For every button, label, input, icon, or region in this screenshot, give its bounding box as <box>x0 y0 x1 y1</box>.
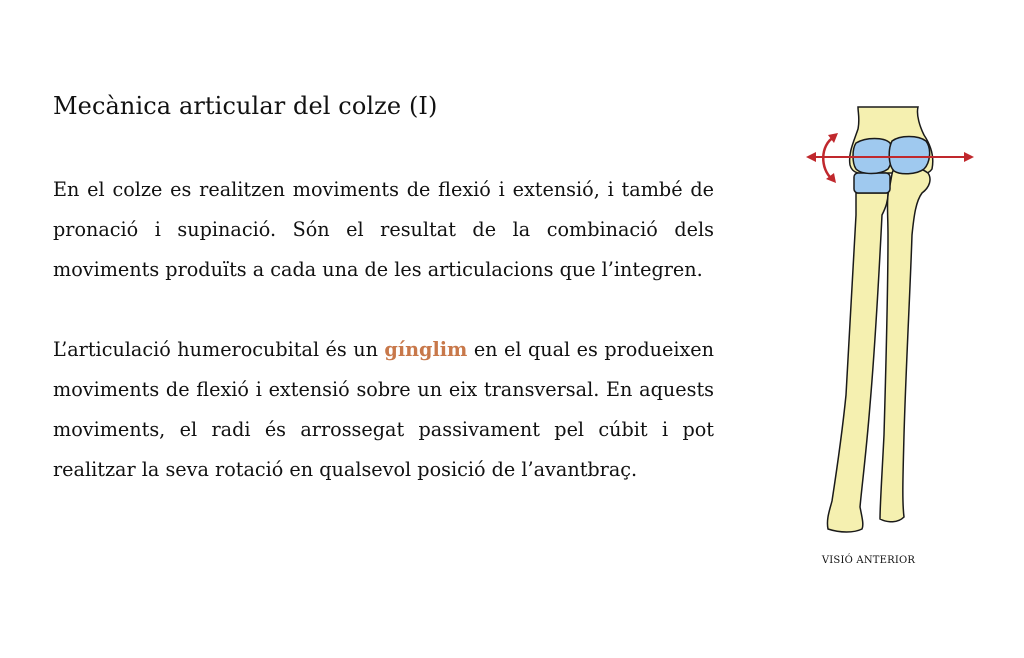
body-text <box>53 170 714 490</box>
radial-head <box>854 173 890 193</box>
term-ginglim: gínglim <box>384 338 468 361</box>
ulna <box>880 166 930 522</box>
paragraph-2-start: L’articulació humerocubital és un <box>53 338 385 361</box>
radius <box>827 193 888 532</box>
axis-arrowhead-left <box>806 152 816 162</box>
paragraph-1: En el colze es realitzen moviments de flexió i extensió, i també de pronació i supinació. Són el resultat de la combinació dels moviments produïts a cada una de les articulacions que l’integren. <box>53 178 714 281</box>
page-title: Mecànica articular del colze (I) <box>53 92 438 120</box>
axis-arrowhead-right <box>964 152 974 162</box>
trochlea <box>889 137 929 174</box>
figure-caption: VISIÓ ANTERIOR <box>821 555 916 566</box>
paragraph-2-end: en el qual es produeixen moviments de flexió i extensió sobre un eix transversal. En aquests moviments, el radi és arrossegat passivament pel cúbit i pot realitzar la seva rotació en qualsevol posició de l’avantbraç. <box>53 338 714 481</box>
elbow-anterior-illustration <box>800 105 980 535</box>
paragraph-2 <box>53 330 714 490</box>
